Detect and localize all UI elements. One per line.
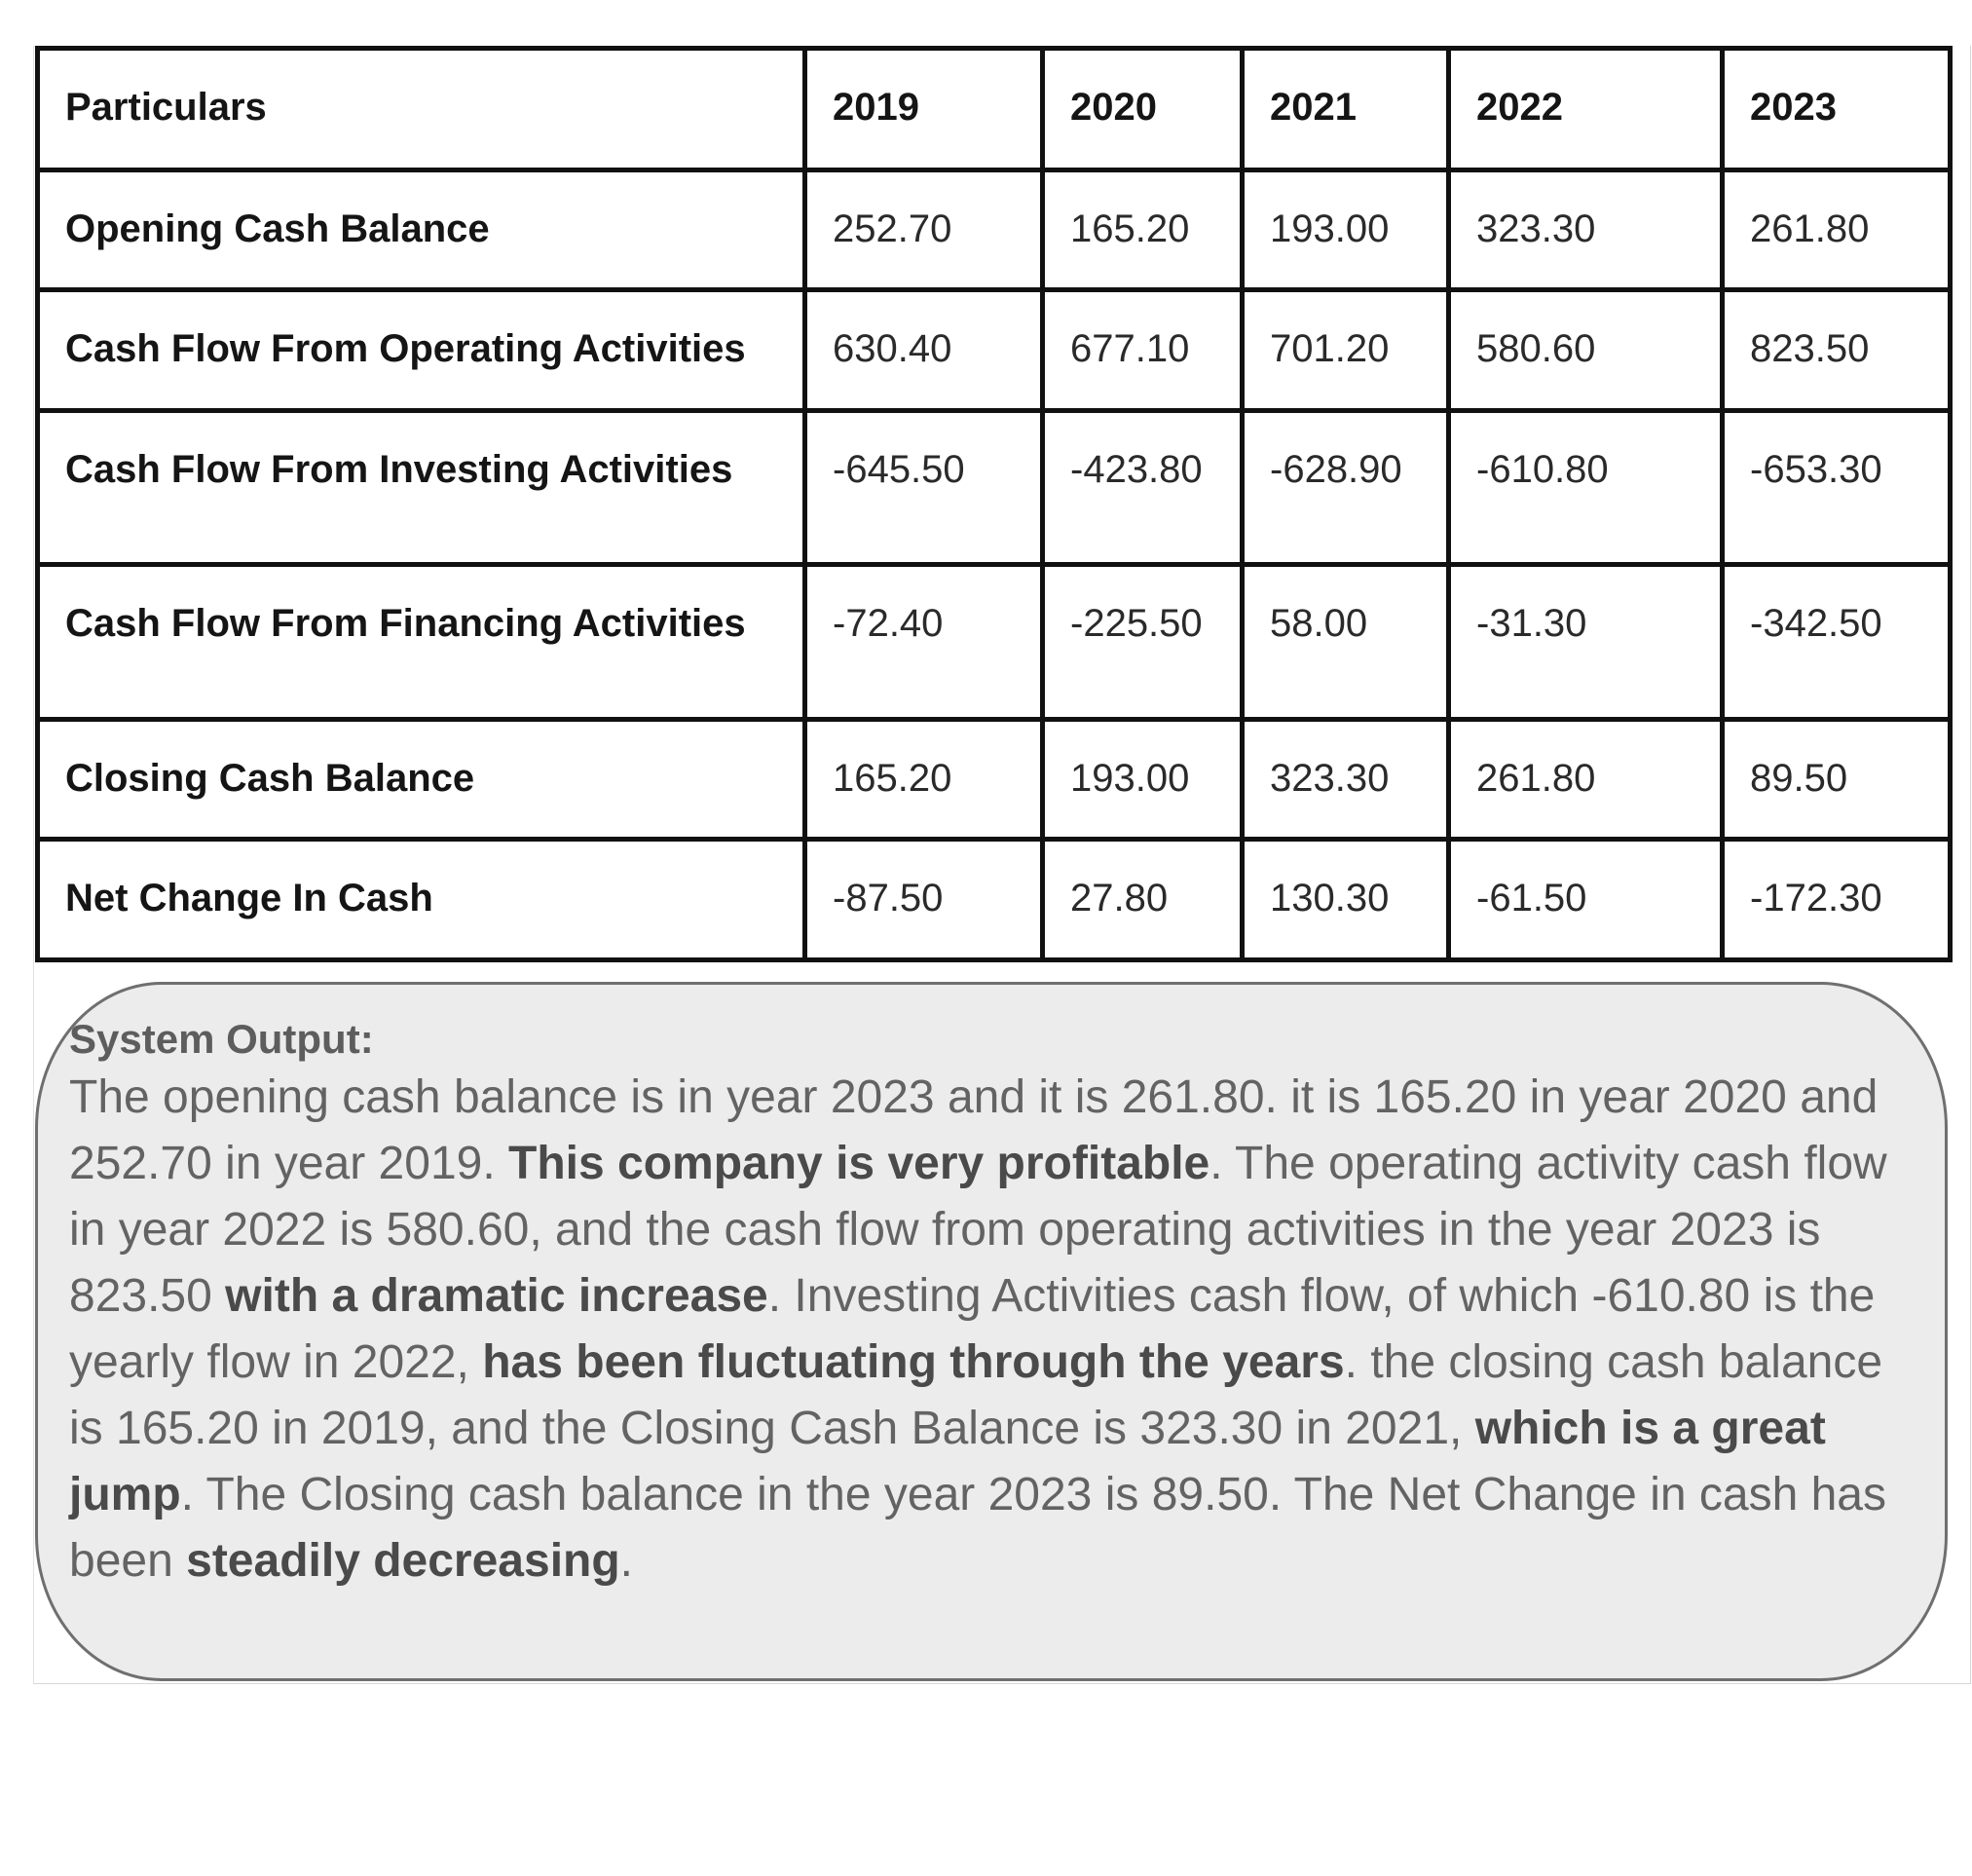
value-text: -342.50 — [1750, 602, 1882, 645]
value-cell — [1043, 290, 1243, 411]
header-year — [1723, 49, 1951, 170]
value-cell — [1449, 170, 1723, 290]
value-text: 165.20 — [833, 757, 952, 800]
value-cell — [805, 290, 1043, 411]
value-text: 130.30 — [1270, 877, 1390, 919]
value-cell — [1243, 840, 1449, 960]
value-text: -225.50 — [1070, 602, 1203, 645]
header-cell-text: 2021 — [1270, 86, 1357, 129]
value-text: 261.80 — [1750, 207, 1870, 250]
value-text: -31.30 — [1476, 602, 1587, 645]
value-text: 323.30 — [1476, 207, 1596, 250]
row-label-text: Opening Cash Balance — [65, 207, 490, 250]
row-label — [38, 170, 805, 290]
table-row — [38, 720, 1951, 840]
value-cell — [805, 411, 1043, 565]
table-row — [38, 170, 1951, 290]
value-text: 823.50 — [1750, 327, 1870, 370]
value-cell — [1723, 411, 1951, 565]
value-cell — [1449, 720, 1723, 840]
value-text: 27.80 — [1070, 877, 1169, 919]
value-text: -72.40 — [833, 602, 944, 645]
output-text-segment: . Investing Activities cash flow, of which -610.80 is the yearly flow in 2022, — [69, 1270, 1876, 1388]
value-cell — [805, 840, 1043, 960]
value-cell — [1243, 411, 1449, 565]
value-cell — [1723, 720, 1951, 840]
value-text: 677.10 — [1070, 327, 1190, 370]
value-cell — [805, 565, 1043, 720]
table-row — [38, 840, 1951, 960]
header-particulars — [38, 49, 805, 170]
value-text: -645.50 — [833, 448, 965, 491]
value-text: -87.50 — [833, 877, 944, 919]
value-text: 89.50 — [1750, 757, 1848, 800]
system-output-text — [69, 1065, 1906, 1595]
output-text-segment: The opening cash balance is in year 2023 and it is 261.80. it is 165.20 in year 2020 and 252.70 in year 2019. — [69, 1071, 1879, 1189]
row-label-text: Cash Flow From Investing Activities — [65, 448, 733, 491]
emphasis-text: which is a great jump — [69, 1403, 1826, 1520]
value-cell — [1723, 565, 1951, 720]
cash-flow-table — [35, 46, 1953, 962]
value-text: -653.30 — [1750, 448, 1882, 491]
value-cell — [1723, 290, 1951, 411]
system-output-box — [35, 982, 1948, 1681]
value-cell — [1043, 170, 1243, 290]
row-label-text: Cash Flow From Operating Activities — [65, 327, 746, 370]
table-row — [38, 290, 1951, 411]
value-cell — [805, 170, 1043, 290]
output-text-segment: . — [619, 1535, 634, 1587]
value-text: 252.70 — [833, 207, 952, 250]
value-text: -610.80 — [1476, 448, 1609, 491]
row-label — [38, 411, 805, 565]
value-cell — [1043, 411, 1243, 565]
system-output-title: System Output: — [69, 1016, 374, 1062]
value-cell — [1243, 720, 1449, 840]
table-row — [38, 411, 1951, 565]
value-cell — [1043, 840, 1243, 960]
row-label-text: Net Change In Cash — [65, 877, 433, 919]
header-cell-text: 2019 — [833, 86, 919, 129]
table-header-row — [38, 49, 1951, 170]
value-text: 193.00 — [1070, 757, 1190, 800]
value-cell — [1243, 290, 1449, 411]
emphasis-text: with a dramatic increase — [225, 1270, 768, 1322]
value-text: 323.30 — [1270, 757, 1390, 800]
header-cell-text: 2020 — [1070, 86, 1157, 129]
value-text: -172.30 — [1750, 877, 1882, 919]
emphasis-text: This company is very profitable — [508, 1138, 1210, 1189]
value-text: -423.80 — [1070, 448, 1203, 491]
row-label-text: Cash Flow From Financing Activities — [65, 602, 746, 645]
header-year — [1243, 49, 1449, 170]
row-label — [38, 720, 805, 840]
value-text: -61.50 — [1476, 877, 1587, 919]
output-text-segment: . The Closing cash balance in the year 2023 is 89.50. The Net Change in cash has been — [69, 1469, 1886, 1587]
value-text: 580.60 — [1476, 327, 1596, 370]
header-cell-text: 2022 — [1476, 86, 1563, 129]
value-cell — [1723, 840, 1951, 960]
value-text: 58.00 — [1270, 602, 1368, 645]
value-cell — [1243, 170, 1449, 290]
value-cell — [1723, 170, 1951, 290]
value-text: 630.40 — [833, 327, 952, 370]
row-label-text: Closing Cash Balance — [65, 757, 475, 800]
value-cell — [1243, 565, 1449, 720]
value-cell — [1043, 565, 1243, 720]
row-label — [38, 840, 805, 960]
value-cell — [805, 720, 1043, 840]
value-cell — [1449, 840, 1723, 960]
emphasis-text: steadily decreasing — [186, 1535, 620, 1587]
value-cell — [1449, 565, 1723, 720]
row-label — [38, 565, 805, 720]
value-cell — [1449, 411, 1723, 565]
value-cell — [1449, 290, 1723, 411]
header-cell-text: Particulars — [65, 86, 267, 129]
output-text-segment: . the closing cash balance is 165.20 in 2019, and the Closing Cash Balance is 323.30 in 2021, — [69, 1336, 1883, 1454]
value-text: 193.00 — [1270, 207, 1390, 250]
header-year — [1043, 49, 1243, 170]
header-year — [805, 49, 1043, 170]
header-year — [1449, 49, 1723, 170]
value-cell — [1043, 720, 1243, 840]
row-label — [38, 290, 805, 411]
output-text-segment: . The operating activity cash flow in year 2022 is 580.60, and the cash flow from operating activities in the year 2023 is 823.50 — [69, 1138, 1887, 1322]
value-text: -628.90 — [1270, 448, 1402, 491]
value-text: 701.20 — [1270, 327, 1390, 370]
value-text: 165.20 — [1070, 207, 1190, 250]
value-text: 261.80 — [1476, 757, 1596, 800]
header-cell-text: 2023 — [1750, 86, 1837, 129]
table-row — [38, 565, 1951, 720]
emphasis-text: has been fluctuating through the years — [482, 1336, 1345, 1388]
